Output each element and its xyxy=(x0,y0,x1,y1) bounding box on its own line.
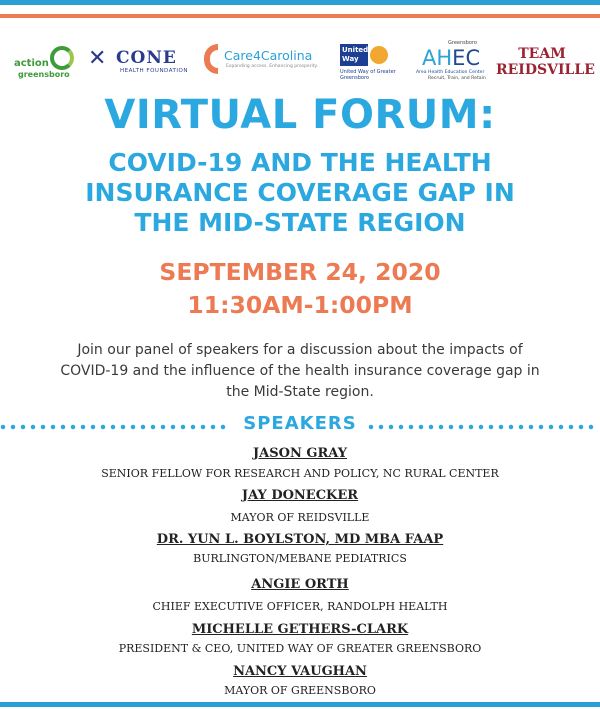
speaker-entry xyxy=(0,664,600,699)
top-blue-rule xyxy=(0,0,600,5)
speaker-name: ANGIE ORTH xyxy=(251,577,349,592)
team-reidsville-line2: REIDSVILLE xyxy=(496,62,595,78)
event-description: Join our panel of speakers for a discussion about the impacts of COVID-19 and the influence of the health insurance coverage gap in the Mid-State region. xyxy=(60,342,540,400)
action-logo-text: action xyxy=(14,58,49,69)
speaker-name: MICHELLE GETHERS-CLARK xyxy=(191,622,409,637)
care4carolina-logo-text: Care4Carolina xyxy=(224,48,313,63)
speaker-role: MAYOR OF GREENSBORO xyxy=(224,684,376,697)
top-orange-rule xyxy=(0,14,600,18)
united-way-hand-icon xyxy=(370,46,388,64)
action-greensboro-logo xyxy=(14,44,76,84)
ahec-subtext: Area Health Education Center xyxy=(416,70,485,75)
care4carolina-tagline: Expanding access. Enhancing prosperity. xyxy=(226,64,318,69)
team-reidsville-logo xyxy=(496,46,595,82)
event-time: 11:30AM-1:00PM xyxy=(187,291,413,319)
care4carolina-mark-inner xyxy=(210,50,218,68)
ahec-logo-text xyxy=(422,46,480,70)
speaker-name: JASON GRAY xyxy=(253,446,347,461)
action-g-icon xyxy=(50,46,74,70)
united-way-box: United Way xyxy=(340,44,368,66)
forum-subtitle: COVID-19 AND THE HEALTH INSURANCE COVERAGE GAP IN THE MID-STATE REGION xyxy=(85,148,515,237)
forum-title: VIRTUAL FORUM: xyxy=(104,92,496,138)
dotted-divider-left-svg xyxy=(0,424,232,430)
dotted-divider-left xyxy=(0,424,232,430)
speaker-role: CHIEF EXECUTIVE OFFICER, RANDOLPH HEALTH xyxy=(152,600,448,613)
speaker-name: DR. YUN L. BOYLSTON, MD MBA FAAP xyxy=(156,532,444,547)
ahec-name-a: AH xyxy=(422,46,453,70)
cone-star-icon: ✕ xyxy=(88,46,107,71)
cone-logo-subtext: HEALTH FOUNDATION xyxy=(120,68,188,74)
cone-logo-text: CONE xyxy=(116,48,177,68)
united-way-logo xyxy=(340,44,396,88)
speaker-entry xyxy=(0,622,600,657)
greensboro-ahec-logo xyxy=(410,40,496,84)
speaker-entry xyxy=(0,446,600,482)
ahec-tagline: Recruit, Train, and Retain xyxy=(428,76,486,81)
speaker-role: SENIOR FELLOW FOR RESEARCH AND POLICY, NC RURAL CENTER xyxy=(101,467,499,480)
ahec-name-b: EC xyxy=(452,46,481,70)
action-logo-subtext: greensboro xyxy=(18,70,70,79)
speaker-role: BURLINGTON/MEBANE PEDIATRICS xyxy=(193,552,407,565)
speaker-entry xyxy=(0,488,600,526)
bottom-blue-rule xyxy=(0,702,600,707)
care4carolina-logo xyxy=(204,44,324,84)
speaker-name: NANCY VAUGHAN xyxy=(233,664,367,679)
event-date: SEPTEMBER 24, 2020 xyxy=(159,258,441,286)
speaker-entry xyxy=(0,577,600,615)
ahec-top-text: Greensboro xyxy=(448,40,477,46)
speakers-heading: SPEAKERS xyxy=(243,413,357,434)
speaker-role: PRESIDENT & CEO, UNITED WAY OF GREATER GREENSBORO xyxy=(118,642,482,655)
team-reidsville-line1: TEAM xyxy=(518,46,566,62)
united-way-subtext: United Way of Greater Greensboro xyxy=(340,69,396,81)
speaker-role: MAYOR OF REIDSVILLE xyxy=(230,511,370,524)
speaker-entry xyxy=(0,532,600,567)
speaker-name: JAY DONECKER xyxy=(241,488,359,503)
sponsor-logos xyxy=(0,40,600,90)
cone-health-foundation-logo xyxy=(88,42,200,82)
dotted-divider-right xyxy=(368,424,600,430)
dotted-divider-right-svg xyxy=(368,424,600,430)
